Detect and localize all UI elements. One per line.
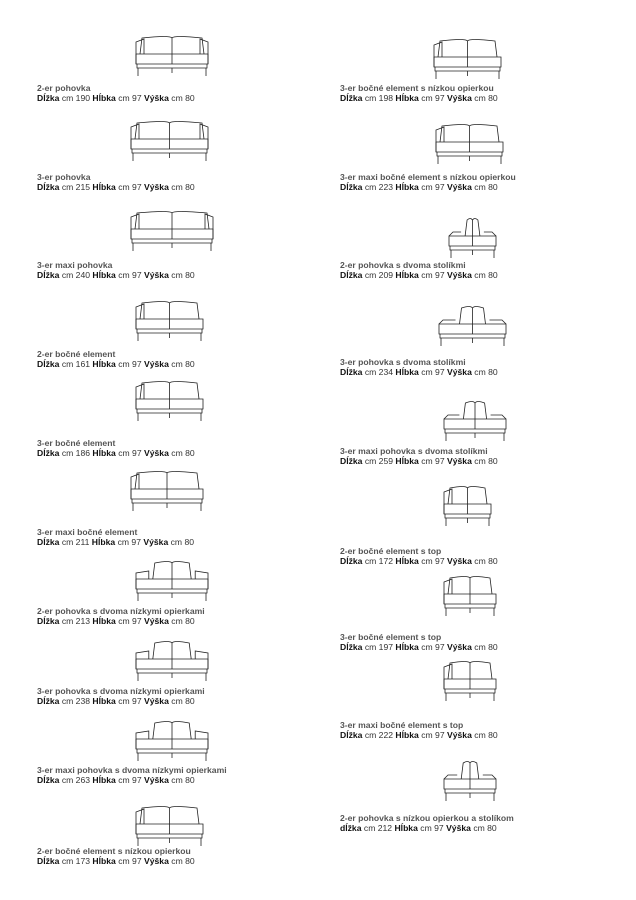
sofa-drawing-icon — [127, 205, 217, 253]
item-name: 3-er maxi pohovka s dvoma stolíkmi — [340, 446, 488, 456]
depth-label: Hĺbka — [92, 270, 116, 280]
item-dimensions — [37, 856, 195, 866]
depth-label: Hĺbka — [92, 182, 116, 192]
length-label: Dĺžka — [340, 456, 363, 466]
sofa-drawing-icon — [440, 655, 500, 703]
length: cm 213 — [61, 616, 91, 626]
depth: cm 97 — [421, 93, 445, 103]
height-label: Výška — [447, 730, 472, 740]
length-label: Dĺžka — [340, 93, 363, 103]
depth-label: Hĺbka — [395, 456, 419, 466]
depth: cm 97 — [118, 182, 142, 192]
depth-label: Hĺbka — [92, 93, 116, 103]
item-dimensions — [340, 456, 498, 466]
length: cm 186 — [61, 448, 91, 458]
item-dimensions — [37, 448, 195, 458]
depth: cm 97 — [118, 616, 142, 626]
depth: cm 97 — [421, 270, 445, 280]
item-name: 3-er bočné element — [37, 438, 116, 448]
length-label: Dĺžka — [340, 556, 363, 566]
height: cm 80 — [171, 775, 195, 785]
item-dimensions — [37, 537, 194, 547]
sofa-drawing-icon — [132, 295, 207, 343]
height-label: Výška — [447, 182, 472, 192]
depth: cm 97 — [118, 696, 142, 706]
height: cm 80 — [171, 696, 195, 706]
item-name: 3-er maxi pohovka s dvoma nízkymi opierkami — [37, 765, 227, 775]
item-name: 2-er bočné element — [37, 349, 116, 359]
depth-label: Hĺbka — [395, 367, 419, 377]
depth-label: Hĺbka — [395, 270, 419, 280]
length-label: Dĺžka — [37, 856, 60, 866]
depth-label: Hĺbka — [395, 556, 419, 566]
sofa-drawing-icon — [127, 115, 212, 163]
length-label: Dĺžka — [37, 182, 60, 192]
item-dimensions — [37, 775, 195, 785]
depth: cm 97 — [118, 448, 142, 458]
item-dimensions — [37, 696, 195, 706]
item-name: 3-er pohovka — [37, 172, 91, 182]
height-label: Výška — [144, 775, 169, 785]
height-label: Výška — [144, 359, 169, 369]
sofa-drawing-icon — [132, 375, 207, 423]
height-label: Výška — [447, 556, 472, 566]
item-name: 2-er pohovka s dvoma stolíkmi — [340, 260, 466, 270]
item-name: 3-er maxi bočné element s nízkou opierkou — [340, 172, 516, 182]
depth: cm 97 — [421, 556, 445, 566]
sofa-drawing-icon — [132, 800, 207, 848]
depth: cm 97 — [118, 856, 142, 866]
height: cm 80 — [474, 367, 498, 377]
depth-label: Hĺbka — [395, 730, 419, 740]
length: cm 222 — [364, 730, 394, 740]
item-name: 2-er bočné element s top — [340, 546, 442, 556]
depth-label: Hĺbka — [395, 182, 419, 192]
depth-label: Hĺbka — [92, 775, 116, 785]
height: cm 80 — [171, 359, 195, 369]
height: cm 80 — [171, 93, 195, 103]
depth: cm 97 — [421, 642, 445, 652]
depth: cm 97 — [421, 367, 445, 377]
item-name: 3-er maxi bočné element s top — [340, 720, 464, 730]
sofa-drawing-icon — [127, 465, 207, 513]
height-label: Výška — [144, 696, 169, 706]
height: cm 80 — [474, 556, 498, 566]
height-label: Výška — [446, 823, 471, 833]
height-label: Výška — [144, 448, 169, 458]
length: cm 198 — [364, 93, 394, 103]
length: cm 259 — [364, 456, 394, 466]
length-label: Dĺžka — [37, 537, 60, 547]
length: cm 172 — [364, 556, 394, 566]
item-name: 3-er bočné element s top — [340, 632, 442, 642]
sofa-drawing-icon — [440, 395, 510, 443]
item-dimensions — [340, 182, 498, 192]
length-label: Dĺžka — [37, 359, 60, 369]
depth-label: Hĺbka — [92, 616, 116, 626]
length: cm 223 — [364, 182, 394, 192]
length: cm 215 — [61, 182, 91, 192]
length-label: Dĺžka — [340, 270, 363, 280]
length-label: dĺžka — [340, 823, 362, 833]
item-dimensions — [340, 556, 498, 566]
depth: cm 97 — [117, 537, 141, 547]
item-dimensions — [340, 367, 498, 377]
height: cm 80 — [170, 537, 195, 547]
item-dimensions — [37, 182, 195, 192]
item-name: 2-er bočné element s nízkou opierkou — [37, 846, 191, 856]
item-dimensions — [340, 823, 497, 833]
height: cm 80 — [474, 730, 498, 740]
depth: cm 97 — [118, 775, 142, 785]
sofa-drawing-icon — [132, 555, 212, 603]
sofa-drawing-icon — [430, 33, 505, 81]
height: cm 80 — [171, 182, 195, 192]
item-name: 3-er pohovka s dvoma nízkymi opierkami — [37, 686, 205, 696]
item-dimensions — [37, 616, 195, 626]
item-name: 3-er maxi bočné element — [37, 527, 138, 537]
item-dimensions — [340, 93, 498, 103]
length-label: Dĺžka — [37, 93, 60, 103]
depth: cm 97 — [118, 270, 142, 280]
height: cm 80 — [474, 93, 498, 103]
item-dimensions — [37, 270, 195, 280]
item-dimensions — [340, 270, 498, 280]
sofa-drawing-icon — [440, 755, 500, 803]
length: cm 263 — [61, 775, 91, 785]
sofa-drawing-icon — [440, 480, 495, 528]
length: cm 197 — [364, 642, 394, 652]
length-label: Dĺžka — [340, 182, 363, 192]
height-label: Výška — [447, 642, 472, 652]
height-label: Výška — [447, 456, 472, 466]
depth-label: Hĺbka — [92, 359, 116, 369]
height-label: Výška — [447, 93, 472, 103]
length: cm 161 — [61, 359, 91, 369]
item-name: 3-er maxi pohovka — [37, 260, 113, 270]
depth: cm 97 — [118, 359, 142, 369]
length: cm 212 — [363, 823, 393, 833]
length-label: Dĺžka — [37, 696, 60, 706]
depth-label: Hĺbka — [395, 93, 419, 103]
length-label: Dĺžka — [37, 616, 60, 626]
height: cm 80 — [474, 270, 498, 280]
sofa-drawing-icon — [445, 212, 500, 260]
length-label: Dĺžka — [37, 270, 60, 280]
item-name: 3-er bočné element s nízkou opierkou — [340, 83, 494, 93]
item-name: 2-er pohovka — [37, 83, 91, 93]
length-label: Dĺžka — [340, 642, 363, 652]
item-name: 2-er pohovka s dvoma nízkymi opierkami — [37, 606, 205, 616]
depth-label: Hĺbka — [395, 642, 419, 652]
height: cm 80 — [474, 456, 498, 466]
depth: cm 97 — [421, 456, 445, 466]
item-name: 3-er pohovka s dvoma stolíkmi — [340, 357, 466, 367]
height-label: Výška — [143, 537, 169, 547]
depth: cm 97 — [421, 182, 445, 192]
depth-label: Hĺbka — [92, 696, 116, 706]
height: cm 80 — [171, 616, 195, 626]
height-label: Výška — [144, 182, 169, 192]
height: cm 80 — [473, 823, 497, 833]
height-label: Výška — [144, 270, 169, 280]
item-dimensions — [37, 359, 195, 369]
depth-label: Hĺbka — [92, 448, 116, 458]
height-label: Výška — [144, 93, 169, 103]
length: cm 209 — [364, 270, 394, 280]
item-dimensions — [340, 730, 498, 740]
height: cm 80 — [171, 448, 195, 458]
height-label: Výška — [447, 270, 472, 280]
height-label: Výška — [447, 367, 472, 377]
depth-label: Hĺbka — [394, 823, 418, 833]
height: cm 80 — [171, 270, 195, 280]
length: cm 190 — [61, 93, 91, 103]
sofa-drawing-icon — [132, 30, 212, 78]
sofa-drawing-icon — [440, 570, 500, 618]
sofa-drawing-icon — [432, 118, 507, 166]
sofa-drawing-icon — [132, 635, 212, 683]
length-label: Dĺžka — [340, 367, 363, 377]
length: cm 234 — [364, 367, 394, 377]
height: cm 80 — [474, 182, 498, 192]
item-dimensions — [37, 93, 195, 103]
item-dimensions — [340, 642, 498, 652]
depth-label: Hĺbka — [91, 537, 116, 547]
length-label: Dĺžka — [340, 730, 363, 740]
sofa-drawing-icon — [435, 300, 510, 348]
length: cm 238 — [61, 696, 91, 706]
depth-label: Hĺbka — [92, 856, 116, 866]
height: cm 80 — [171, 856, 195, 866]
length: cm 173 — [61, 856, 91, 866]
length: cm 211 — [61, 537, 90, 547]
item-name: 2-er pohovka s nízkou opierkou a stolíkom — [340, 813, 514, 823]
length-label: Dĺžka — [37, 448, 60, 458]
sofa-drawing-icon — [132, 715, 212, 763]
depth: cm 97 — [420, 823, 444, 833]
length: cm 240 — [61, 270, 91, 280]
height: cm 80 — [474, 642, 498, 652]
depth: cm 97 — [118, 93, 142, 103]
height-label: Výška — [144, 856, 169, 866]
height-label: Výška — [144, 616, 169, 626]
depth: cm 97 — [421, 730, 445, 740]
length-label: Dĺžka — [37, 775, 60, 785]
